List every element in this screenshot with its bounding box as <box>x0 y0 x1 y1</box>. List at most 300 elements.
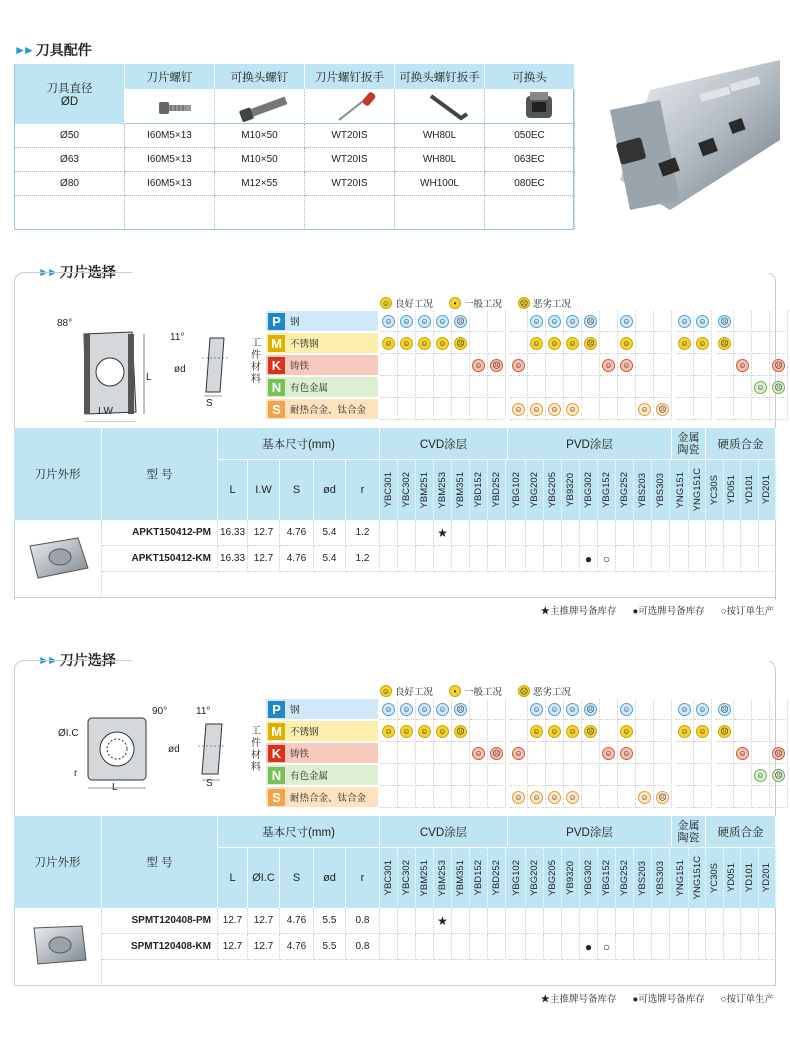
grade-mark-cell <box>759 908 777 934</box>
material-grade-cell <box>528 355 546 376</box>
drawing-label-clearance: 11° <box>170 332 185 343</box>
grade-label: YBM253 <box>437 859 448 897</box>
grade-header-YNG151C <box>689 848 706 908</box>
material-grade-cell <box>564 311 582 332</box>
material-grade-cell <box>398 721 416 742</box>
material-grade-cell <box>636 743 654 764</box>
footnote <box>540 991 774 1005</box>
legend-good-icon: ☺ <box>381 299 391 308</box>
dim-cell: 4.76 <box>280 520 314 546</box>
condition-icon: ☺ <box>382 315 395 328</box>
material-grade-cell <box>600 311 618 332</box>
section1-title-text: 刀片选择 <box>59 264 116 280</box>
drawing-label-r: r <box>74 768 78 779</box>
model-cell: SPMT120408-KM <box>102 934 218 960</box>
condition-icon: ☺ <box>382 703 395 716</box>
material-grade-cell <box>452 355 470 376</box>
group-carbide: 硬质合金 <box>706 428 776 460</box>
condition-icon: ☹ <box>772 381 785 394</box>
material-grade-cell <box>716 333 734 354</box>
grade-label: YBG102 <box>511 860 522 896</box>
material-grade-cell <box>654 743 672 764</box>
material-grade-cell <box>470 311 488 332</box>
material-letter-P: P <box>268 701 285 718</box>
material-grade-cell <box>470 765 488 786</box>
material-grade-cell <box>654 787 672 808</box>
grade-mark-cell <box>741 546 759 572</box>
material-grade-cell <box>434 699 452 720</box>
grade-mark-cell <box>526 908 544 934</box>
condition-icon: ☺ <box>512 359 525 372</box>
material-grade-cell <box>564 333 582 354</box>
grade-label: YBG302 <box>583 472 594 508</box>
material-grade-cell <box>600 377 618 398</box>
material-grade-cell <box>752 787 770 808</box>
material-grade-cell <box>398 333 416 354</box>
grade-mark-cell <box>416 908 434 934</box>
material-grade-cell <box>434 355 452 376</box>
grade-header-YBG252 <box>616 460 634 520</box>
grade-mark-cell <box>616 546 634 572</box>
material-grade-cell <box>510 377 528 398</box>
legend-good-icon: ☺ <box>381 687 391 696</box>
acc-cell: WH80L <box>395 148 485 172</box>
group-cermet-1: 金属 <box>677 431 700 444</box>
grade-header-YBC301 <box>380 848 398 908</box>
material-grade-cell <box>636 355 654 376</box>
grade-mark-cell <box>416 520 434 546</box>
condition-icon: ☹ <box>584 315 597 328</box>
condition-icon: ☺ <box>512 747 525 760</box>
grade-header-YBG152 <box>598 460 616 520</box>
grade-header-YBG205 <box>544 848 562 908</box>
grade-mark-cell <box>470 934 488 960</box>
model-cell: APKT150412-KM <box>102 546 218 572</box>
material-grade-cell <box>770 765 788 786</box>
footnote-dot: ●可选牌号备库存 <box>632 606 705 617</box>
material-grade-cell <box>546 787 564 808</box>
condition-icon: ☺ <box>620 703 633 716</box>
condition-icon: ☺ <box>548 703 561 716</box>
grade-header-YC30S <box>706 460 724 520</box>
grade-header-YBM251 <box>416 460 434 520</box>
material-grade-cell <box>694 311 712 332</box>
material-P <box>266 311 378 331</box>
material-grade-cell <box>618 721 636 742</box>
grade-mark-cell <box>544 546 562 572</box>
material-grade-cell <box>398 699 416 720</box>
material-grade-cell <box>600 721 618 742</box>
grade-mark-cell <box>724 934 742 960</box>
acc-cell: M10×50 <box>215 124 305 148</box>
grade-mark-cell <box>689 908 706 934</box>
grade-header-YBM351 <box>452 848 470 908</box>
material-grade-cell <box>434 399 452 420</box>
grade-mark-cell <box>488 546 506 572</box>
double-arrow-icon: ►► <box>14 43 32 57</box>
material-grade-cell <box>618 787 636 808</box>
grade-header-YBG252 <box>616 848 634 908</box>
grade-mark-cell <box>672 520 689 546</box>
material-letter-S: S <box>268 401 285 418</box>
material-grade-cell <box>676 311 694 332</box>
grade-mark-cell <box>470 520 488 546</box>
material-grade-cell <box>770 399 788 420</box>
grade-label: YBG252 <box>619 860 630 896</box>
grade-mark-cell <box>562 546 580 572</box>
grade-mark-cell <box>508 546 526 572</box>
material-grade-cell <box>694 333 712 354</box>
material-grade-cell <box>752 311 770 332</box>
condition-icon: ☺ <box>678 703 691 716</box>
grade-mark-cell <box>616 520 634 546</box>
condition-icon: ☺ <box>418 337 431 350</box>
dim-cell: 12.7 <box>218 934 248 960</box>
insert-photo <box>24 532 94 582</box>
material-grade-cell <box>398 787 416 808</box>
acc-cell: 063EC <box>485 148 575 172</box>
material-grade-cell <box>546 743 564 764</box>
condition-icon: ☹ <box>718 337 731 350</box>
material-grade-cell <box>528 787 546 808</box>
material-grade-cell <box>564 399 582 420</box>
condition-icon: ☺ <box>530 791 543 804</box>
grade-mark-cell: ★ <box>434 520 452 546</box>
material-grade-cell <box>600 333 618 354</box>
material-grade-cell <box>582 787 600 808</box>
grade-mark-cell: ● <box>580 934 598 960</box>
material-name-M: 不锈钢 <box>290 727 319 738</box>
material-grade-cell <box>510 787 528 808</box>
acc-cell: I60M5×13 <box>125 124 215 148</box>
model-cell: SPMT120408-PM <box>102 908 218 934</box>
material-grade-cell <box>618 311 636 332</box>
grade-mark-cell <box>452 934 470 960</box>
material-grade-cell <box>694 721 712 742</box>
material-grade-cell <box>398 377 416 398</box>
group-cermet-2: 陶瓷 <box>677 443 700 456</box>
material-grade-cell <box>676 699 694 720</box>
grade-label: YD101 <box>743 475 755 505</box>
grade-label: YBG205 <box>547 472 558 508</box>
grade-header-YD201 <box>759 848 777 908</box>
grade-label: YD201 <box>761 863 773 893</box>
material-grade-cell <box>528 333 546 354</box>
empty-cell <box>485 196 575 229</box>
material-name-K: 铸铁 <box>290 749 310 760</box>
grade-mark-cell <box>380 546 398 572</box>
dim-col-header: S <box>280 848 314 908</box>
legend-normal-icon: • <box>449 685 461 697</box>
condition-icon: ☹ <box>584 703 597 716</box>
condition-icon: ☺ <box>620 359 633 372</box>
material-grade-cell <box>416 743 434 764</box>
material-grade-cell <box>654 721 672 742</box>
grade-mark-cell <box>706 908 724 934</box>
material-grade-cell <box>488 333 506 354</box>
dim-cell: 12.7 <box>248 934 280 960</box>
condition-icon: ☺ <box>418 725 431 738</box>
material-grade-cell <box>636 311 654 332</box>
grade-mark-cell <box>652 520 670 546</box>
material-name-K: 铸铁 <box>290 361 310 372</box>
condition-icon: ☺ <box>566 703 579 716</box>
material-grade-cell <box>654 355 672 376</box>
grade-header-YD101 <box>741 848 759 908</box>
acc-cell: WH100L <box>395 172 485 196</box>
condition-icon: ☺ <box>530 403 543 416</box>
material-grade-cell <box>434 743 452 764</box>
grade-mark-cell <box>470 908 488 934</box>
grade-mark-cell <box>508 520 526 546</box>
material-grade-cell <box>752 699 770 720</box>
footnote-circle: ○按订单生产 <box>720 606 774 617</box>
grade-mark-cell <box>672 934 689 960</box>
grade-header-YBS203 <box>634 848 652 908</box>
material-K <box>266 743 378 763</box>
material-grade-cell <box>582 333 600 354</box>
material-grade-cell <box>582 699 600 720</box>
section2-title-text: 刀片选择 <box>59 652 116 668</box>
grade-label: YB9320 <box>565 861 576 895</box>
grade-mark-cell <box>562 934 580 960</box>
grade-label: YBC301 <box>383 472 394 508</box>
material-letter-N: N <box>268 767 285 784</box>
grade-header-YBD252 <box>488 460 506 520</box>
grade-mark-cell <box>470 546 488 572</box>
material-grade-cell <box>488 377 506 398</box>
material-grade-cell <box>380 743 398 764</box>
material-grade-cell <box>734 765 752 786</box>
header-dims: 基本尺寸(mm) <box>218 816 380 848</box>
condition-icon: ☺ <box>400 315 413 328</box>
grade-header-YBM253 <box>434 848 452 908</box>
material-grade-cell <box>564 355 582 376</box>
material-grade-cell <box>582 721 600 742</box>
drawing-label-d: ød <box>168 744 180 755</box>
header-model: 型 号 <box>102 428 218 520</box>
material-grade-cell <box>694 399 712 420</box>
grade-mark-cell <box>741 934 759 960</box>
grade-mark-cell <box>759 934 777 960</box>
grade-header-YBC302 <box>398 848 416 908</box>
condition-icon: ☺ <box>548 725 561 738</box>
material-grade-cell <box>636 377 654 398</box>
material-grade-cell <box>716 765 734 786</box>
material-grade-cell <box>380 399 398 420</box>
material-grade-cell <box>452 377 470 398</box>
legend-good <box>380 684 433 698</box>
grade-mark-cell <box>398 546 416 572</box>
grade-label: YB9320 <box>565 473 576 507</box>
material-grade-cell <box>600 765 618 786</box>
acc-cell: WH80L <box>395 124 485 148</box>
head-wrench-image <box>423 90 473 124</box>
header-dims: 基本尺寸(mm) <box>218 428 380 460</box>
grade-header-YNG151 <box>672 848 689 908</box>
condition-icon: ☺ <box>620 725 633 738</box>
grade-mark-cell <box>634 908 652 934</box>
grade-mark-cell <box>508 908 526 934</box>
grade-header-YC30S <box>706 848 724 908</box>
material-grade-cell <box>582 765 600 786</box>
material-grade-cell <box>600 399 618 420</box>
grade-header-YB9320 <box>562 848 580 908</box>
dim-cell: 12.7 <box>248 908 280 934</box>
grade-mark-cell <box>544 934 562 960</box>
grade-label: YBM251 <box>419 471 430 509</box>
legend <box>380 296 571 310</box>
material-grade-cell <box>734 743 752 764</box>
material-grade-cell <box>636 699 654 720</box>
dim-cell: 4.76 <box>280 908 314 934</box>
material-grade-cell <box>564 377 582 398</box>
material-grade-cell <box>470 743 488 764</box>
material-grade-cell <box>752 743 770 764</box>
material-grade-cell <box>510 765 528 786</box>
condition-icon: ☹ <box>454 725 467 738</box>
dim-cell: 5.4 <box>314 546 346 572</box>
grade-mark-cell <box>544 520 562 546</box>
material-grade-cell <box>546 377 564 398</box>
header-dia <box>15 64 125 124</box>
dim-cell: 16.33 <box>218 520 248 546</box>
grade-mark-cell <box>562 908 580 934</box>
material-grade-cell <box>510 399 528 420</box>
material-letter-S: S <box>268 789 285 806</box>
acc-cell: Ø63 <box>15 148 125 172</box>
material-grade-cell <box>470 399 488 420</box>
drawing-label-IW: I.W <box>98 406 113 417</box>
material-name-S: 耐热合金、钛合金 <box>290 793 367 804</box>
grade-header-YD051 <box>724 848 742 908</box>
grade-header-YBD152 <box>470 848 488 908</box>
material-grade-cell <box>752 333 770 354</box>
grade-label: YD051 <box>726 475 738 505</box>
legend-normal-icon: • <box>449 297 461 309</box>
header-2: 可换头螺钉 <box>215 64 305 89</box>
dim-cell: 4.76 <box>280 546 314 572</box>
material-grade-cell <box>528 721 546 742</box>
footnote <box>540 603 774 617</box>
material-N <box>266 765 378 785</box>
legend <box>380 684 571 698</box>
condition-icon: ☺ <box>696 315 709 328</box>
material-grade-cell <box>636 721 654 742</box>
acc-cell: M12×55 <box>215 172 305 196</box>
material-grade-cell <box>416 399 434 420</box>
condition-icon: ☺ <box>696 725 709 738</box>
insert-photo <box>24 920 94 970</box>
material-grade-cell <box>654 699 672 720</box>
material-grade-cell <box>676 333 694 354</box>
material-grade-cell <box>676 377 694 398</box>
grade-mark-cell <box>526 520 544 546</box>
dim-col-header: L <box>218 460 248 520</box>
material-grade-cell <box>770 721 788 742</box>
material-grade-cell <box>488 721 506 742</box>
empty-row <box>102 572 776 598</box>
grade-label: YBS203 <box>637 472 648 508</box>
dim-cell: 12.7 <box>248 546 280 572</box>
acc-cell: I60M5×13 <box>125 172 215 196</box>
condition-icon: ☺ <box>512 791 525 804</box>
condition-icon: ☺ <box>548 403 561 416</box>
grade-mark-cell <box>689 934 706 960</box>
material-grade-cell <box>770 333 788 354</box>
dim-cell: 1.2 <box>346 546 380 572</box>
legend-bad-icon: ☹ <box>519 687 529 696</box>
grade-header-YBG202 <box>526 460 544 520</box>
material-grade-cell <box>434 721 452 742</box>
condition-icon: ☺ <box>472 747 485 760</box>
dim-col-header: I.W <box>248 460 280 520</box>
group-cvd: CVD涂层 <box>380 816 508 848</box>
condition-icon: ☺ <box>696 337 709 350</box>
material-grade-cell <box>380 721 398 742</box>
material-grade-cell <box>770 787 788 808</box>
grade-label: YBD152 <box>473 472 484 508</box>
material-letter-M: M <box>268 335 285 352</box>
grade-label: YBS303 <box>655 472 666 508</box>
acc-cell: WT20IS <box>305 148 395 172</box>
footnote-star: ★主推牌号备库存 <box>540 994 617 1005</box>
material-grade-cell <box>770 311 788 332</box>
acc-cell: 050EC <box>485 124 575 148</box>
material-grade-cell <box>564 765 582 786</box>
condition-icon: ☺ <box>436 315 449 328</box>
condition-icon: ☺ <box>530 315 543 328</box>
material-grade-cell <box>676 787 694 808</box>
material-grade-cell <box>752 355 770 376</box>
drawing-label-angle: 88° <box>57 318 73 329</box>
material-grade-cell <box>694 743 712 764</box>
material-grade-cell <box>654 333 672 354</box>
dim-cell: 0.8 <box>346 934 380 960</box>
grade-mark-cell <box>724 908 742 934</box>
material-grade-cell <box>398 743 416 764</box>
grade-mark-cell <box>741 520 759 546</box>
grade-label: YBM351 <box>455 471 466 509</box>
legend-normal-label: 一般工况 <box>464 687 503 698</box>
row-line <box>14 597 102 598</box>
material-grade-cell <box>470 377 488 398</box>
material-grade-cell <box>380 699 398 720</box>
material-S <box>266 399 378 419</box>
legend-good-label: 良好工况 <box>395 687 434 698</box>
condition-icon: ☺ <box>566 337 579 350</box>
material-grade-cell <box>416 311 434 332</box>
material-name-P: 钢 <box>290 705 300 716</box>
material-grade-cell <box>694 377 712 398</box>
drawing-label-L: L <box>146 372 152 383</box>
dim-cell: 5.4 <box>314 520 346 546</box>
material-grade-cell <box>636 399 654 420</box>
dim-cell: 1.2 <box>346 520 380 546</box>
grade-mark-cell: ● <box>580 546 598 572</box>
grade-label: YC30S <box>708 474 720 506</box>
material-grade-cell <box>528 743 546 764</box>
material-grade-cell <box>380 377 398 398</box>
material-grade-cell <box>694 699 712 720</box>
material-grade-cell <box>528 399 546 420</box>
grade-label: YNG151C <box>691 856 703 900</box>
condition-icon: ☺ <box>602 359 615 372</box>
condition-icon: ☺ <box>530 337 543 350</box>
grade-mark-cell <box>634 520 652 546</box>
material-grade-cell <box>488 699 506 720</box>
legend-bad <box>518 296 571 310</box>
